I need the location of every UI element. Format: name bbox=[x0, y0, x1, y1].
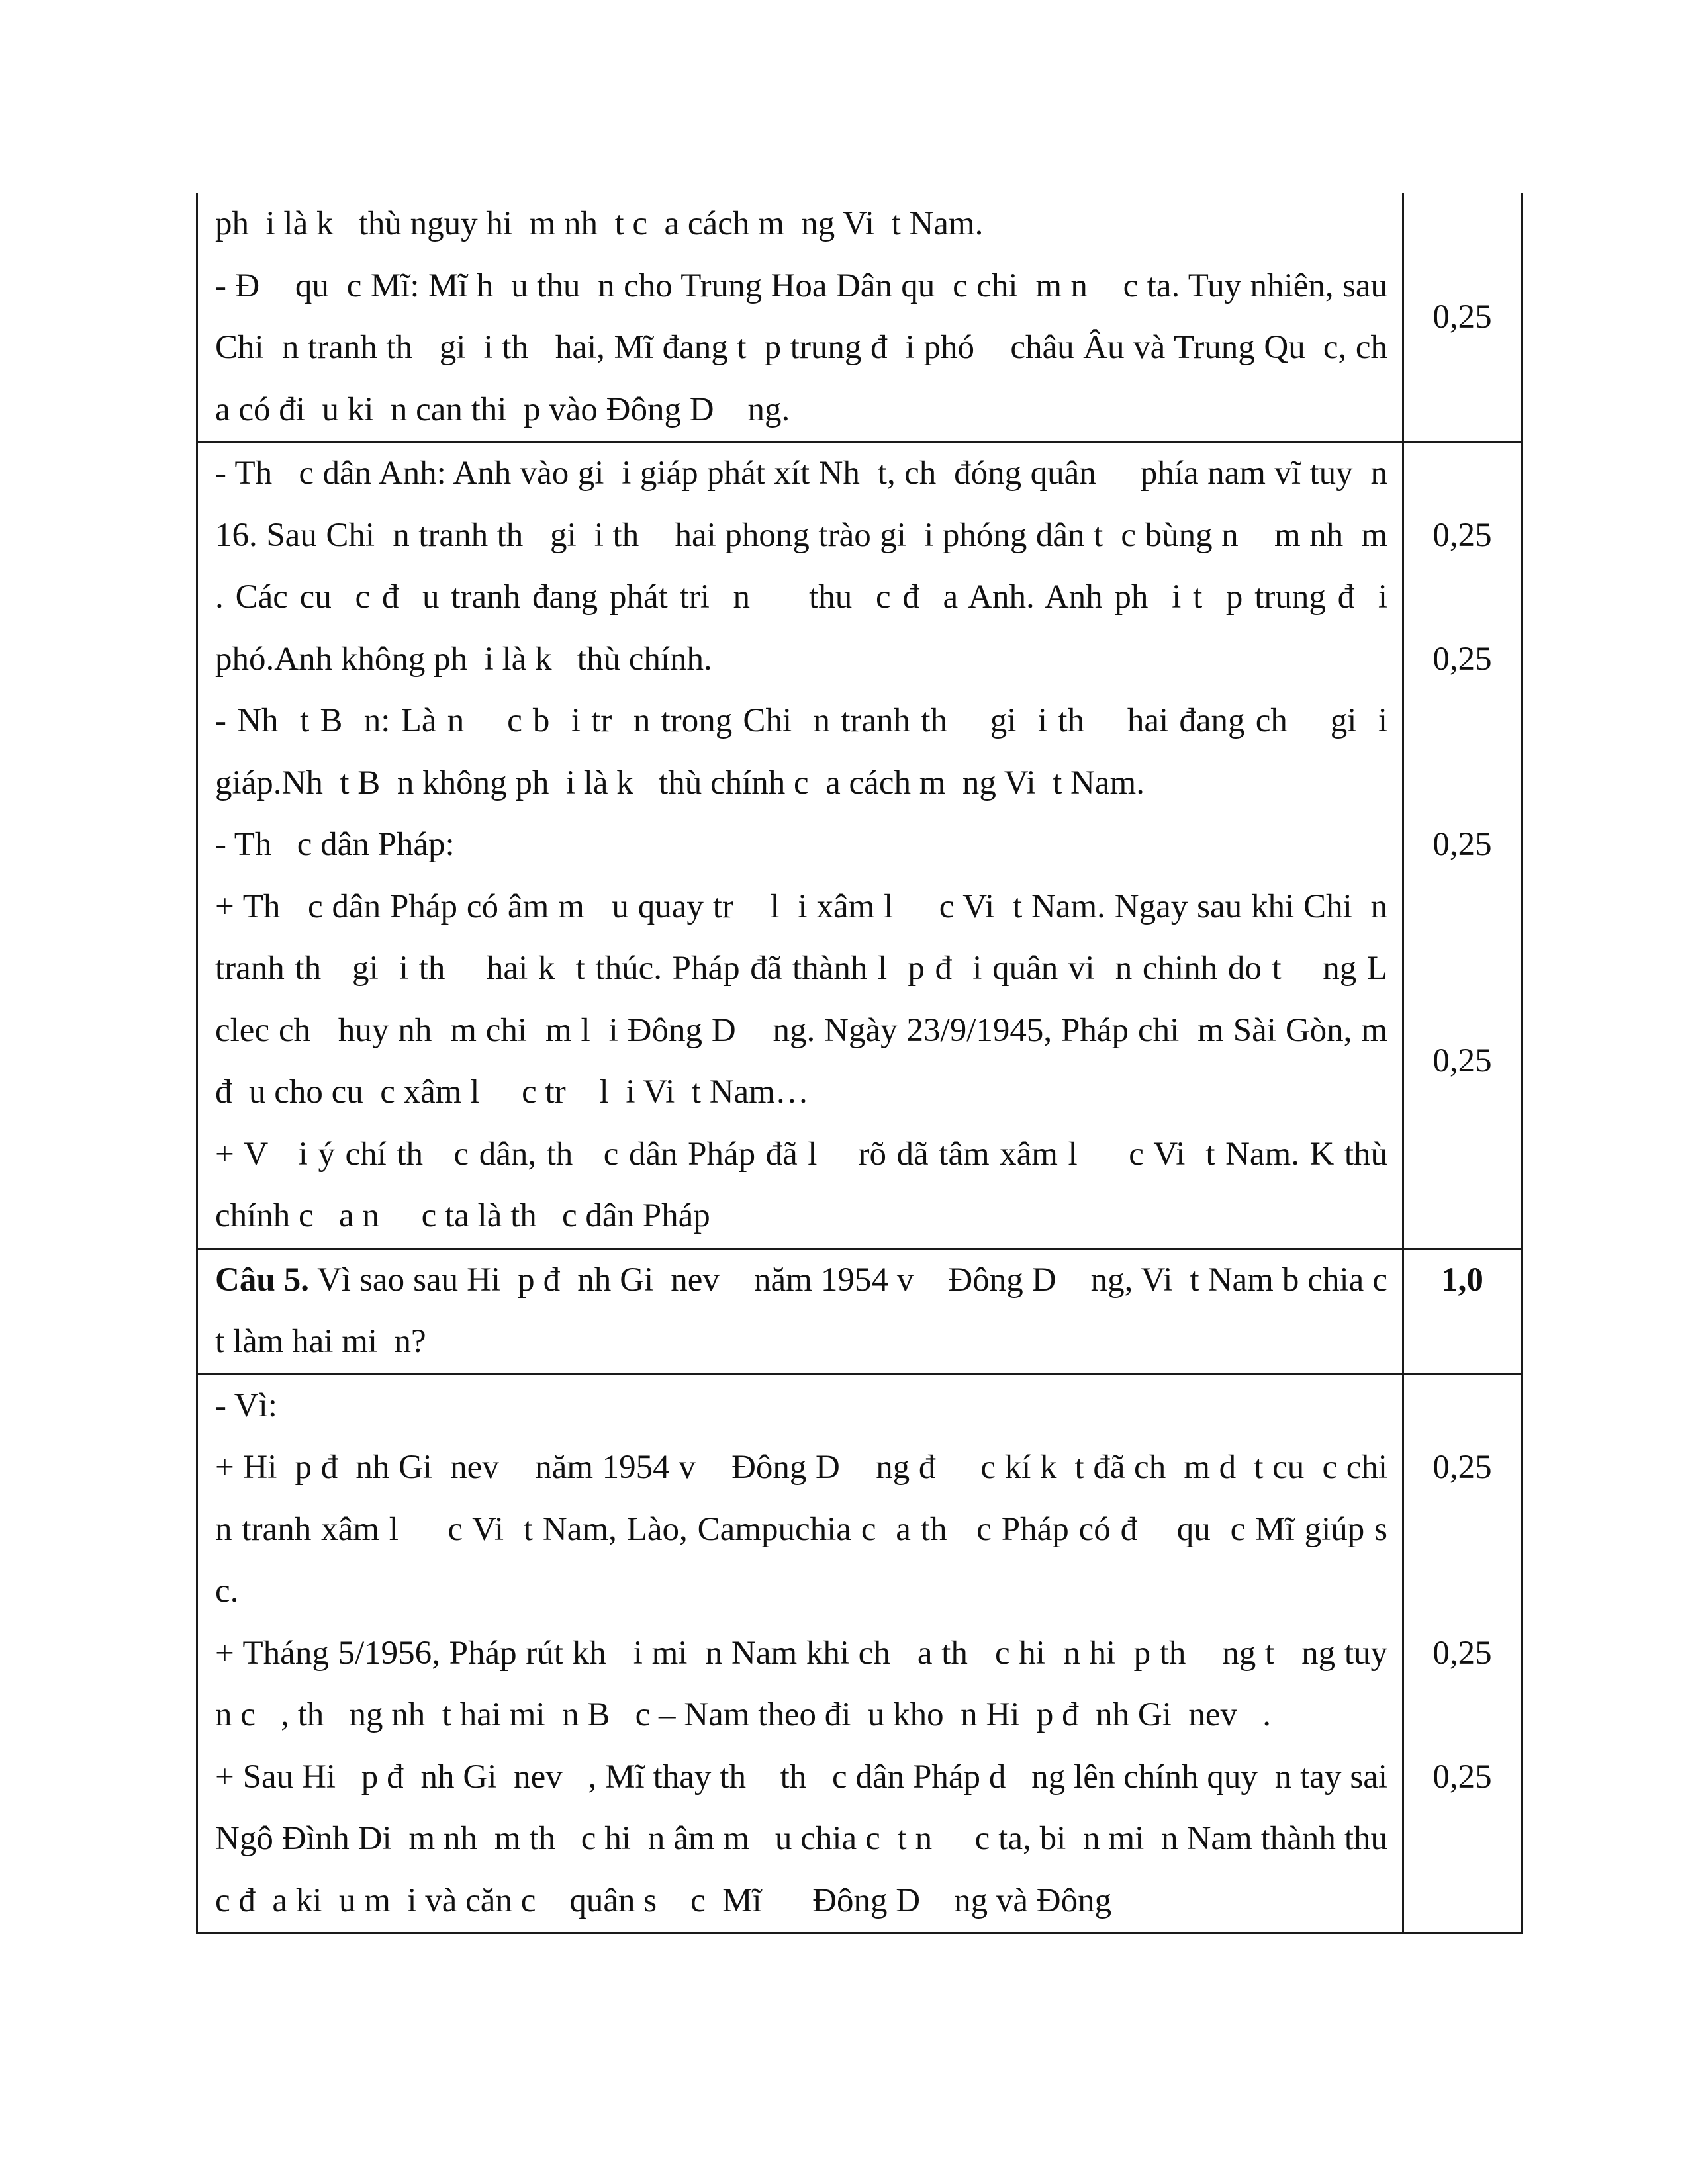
score-value: 0,25 bbox=[1432, 1449, 1492, 1486]
answer-line: + V i ý chí th c dân, th c dân Pháp đã l rõ dã tâm xâm l c Vi t Nam. K thù chính c a n c ta là th c dân Pháp bbox=[215, 1135, 1396, 1234]
answer-line: + Hi p đ nh Gi nev năm 1954 v Đông D ng đ c kí k t đã ch m d t cu c chi n tranh xâm l c Vi t Nam, Lào, Campuchia c a th c Pháp có đ qu c Mĩ giúp s c. bbox=[215, 1449, 1413, 1610]
content-cell bbox=[197, 442, 1413, 1249]
question-text bbox=[215, 1250, 1405, 1373]
score-value: 0,25 bbox=[1432, 826, 1492, 863]
answer-line: - Nh t B n: Là n c b i tr n trong Chi n tranh th gi i th hai đang ch gi i giáp.Nh t B n không ph i là k thù chính c a cách m ng Vi t Nam. bbox=[215, 702, 1396, 801]
answer-key-table bbox=[196, 193, 1523, 1934]
score-value: 0,25 bbox=[1432, 516, 1492, 554]
table-row bbox=[197, 442, 1522, 1249]
score-cell bbox=[1403, 1374, 1522, 1933]
score-cell bbox=[1403, 193, 1522, 442]
answer-line: + Sau Hi p đ nh Gi nev , Mĩ thay th th c dân Pháp d ng lên chính quy n tay sai Ngô Đình Di m nh m th c hi n âm m u chia c t n c ta, bi n mi n Nam thành thu c đ a ki u m i và căn c quân s c Mĩ Đông D ng và Đông bbox=[215, 1758, 1405, 1919]
answer-line: ph i là k thù nguy hi m nh t c a cách m ng Vi t Nam. bbox=[215, 205, 984, 242]
answer-line: + Th c dân Pháp có âm m u quay tr l i xâm l c Vi t Nam. Ngay sau khi Chi n tranh th gi i th hai k t thúc. Pháp đã thành l p đ i quân vi n chinh do t ng L clec ch huy nh m chi m l i Đông D ng. Ngày 23/9/1945, Pháp chi m Sài Gòn, m đ u cho cu c xâm l c tr l i Vi t Nam… bbox=[215, 887, 1413, 1111]
question-cell bbox=[197, 1248, 1403, 1374]
score-cell bbox=[1403, 1248, 1522, 1374]
score-value: 0,25 bbox=[1432, 1634, 1492, 1672]
score-value: 0,25 bbox=[1432, 298, 1492, 336]
answer-line: - Th c dân Pháp: bbox=[215, 826, 455, 863]
question-label: Câu 5. bbox=[215, 1261, 309, 1298]
table-row bbox=[197, 1374, 1522, 1933]
score-cell bbox=[1403, 442, 1522, 1249]
score-value: 0,25 bbox=[1432, 1042, 1492, 1079]
score-value: 0,25 bbox=[1432, 1758, 1492, 1796]
question-body: Vì sao sau Hi p đ nh Gi nev năm 1954 v Đông D ng, Vi t Nam b chia c t làm hai mi n? bbox=[215, 1261, 1405, 1360]
answer-line: + Tháng 5/1956, Pháp rút kh i mi n Nam khi ch a th c hi n hi p th ng t ng tuy n c , th ng nh t hai mi n B c – Nam theo đi u kho n Hi p đ nh Gi nev . bbox=[215, 1634, 1405, 1733]
content-cell bbox=[197, 193, 1413, 442]
table-row bbox=[197, 193, 1522, 442]
score-value: 0,25 bbox=[1432, 640, 1492, 678]
answer-line: - Đ qu c Mĩ: Mĩ h u thu n cho Trung Hoa Dân qu c chi m n c ta. Tuy nhiên, sau Chi n tranh th gi i th hai, Mĩ đang t p trung đ i phó châu Âu và Trung Qu c, ch a có đi u ki n can thi p vào Đông D ng. bbox=[215, 267, 1413, 428]
answer-line: - Th c dân Anh: Anh vào gi i giáp phát xít Nh t, ch đóng quân phía nam vĩ tuy n 16. Sau Chi n tranh th gi i th hai phong trào gi i phóng dân t c bùng n m nh m . Các cu c đ u tranh đang phát tri n thu c đ a Anh. Anh ph i t p trung đ i phó.Anh không ph i là k thù chính. bbox=[215, 455, 1405, 678]
table-row bbox=[197, 1248, 1522, 1374]
content-cell bbox=[197, 1374, 1413, 1933]
answer-line: - Vì: bbox=[215, 1387, 277, 1424]
question-score: 1,0 bbox=[1441, 1261, 1483, 1298]
